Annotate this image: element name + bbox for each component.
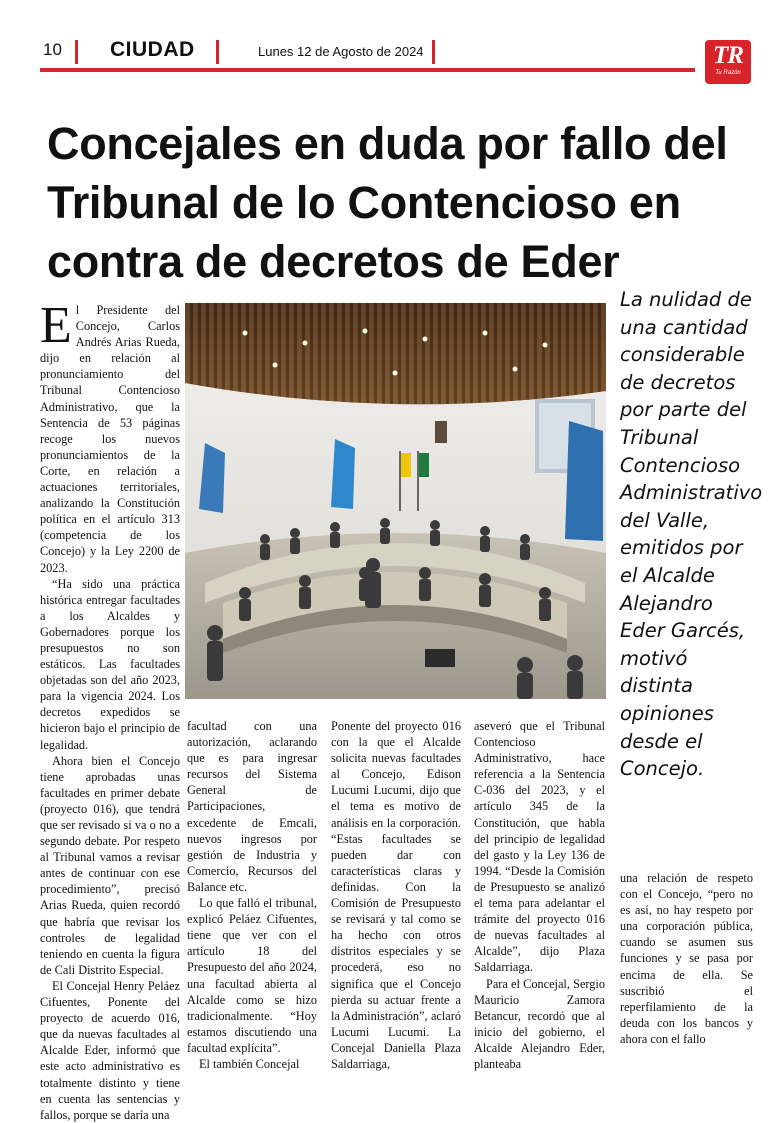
paragraph: El también Concejal xyxy=(199,1056,300,1071)
paragraph: Para el Concejal, Sergio Mauricio Zamora Betancur, recordó que al inicio del gobierno, el Alcalde Alejandro Eder, planteaba xyxy=(474,976,605,1071)
article-column-1 xyxy=(40,297,180,1122)
page-header xyxy=(0,0,784,90)
council-chamber-photo xyxy=(185,303,606,699)
header-divider xyxy=(432,40,435,64)
article-column-5 xyxy=(620,870,753,1046)
article-column-4 xyxy=(474,718,605,1071)
article-headline: Concejales en duda por fallo del Tribunal de lo Contencioso en contra de decretos de Eder xyxy=(47,118,728,287)
paragraph: Lo que falló el tribunal, explicó Peláez Cifuentes, tiene que ver con el artículo 18 del Presupuesto del año 2024, una facultad abierta al Alcalde como se hizo tradicionalmente. “Hoy estamos discutiendo una facultad explícita”. xyxy=(187,896,317,1055)
logo-mark: TR xyxy=(713,42,743,69)
section-label: CIUDAD xyxy=(110,38,195,61)
newspaper-logo xyxy=(705,40,751,84)
paragraph: El Presidente del Concejo, Carlos Andrés Arias Rueda, dijo en relación al pronunciamiento del Tribunal Contencioso Administrativo, que la Sentencia de 53 páginas recoge los nuevos pronunciamientos de la Corte, en relación a actuaciones territoriales, analizando la Constitución política en el artículo 313 (competencia de los Concejo) y la Ley 2200 de 2023. xyxy=(40,297,180,575)
pull-quote: La nulidad de una cantidad considerable de decretos por parte del Tribunal Contencioso Administrativo del Valle, emitidos por el Alcalde Alejandro Eder Garcés, motivó distinta opiniones desde el Concejo. xyxy=(620,288,763,781)
logo-subtitle: Tu Razón xyxy=(715,70,741,76)
header-divider xyxy=(216,40,219,64)
header-rule xyxy=(40,68,695,72)
drop-cap: E xyxy=(40,297,72,354)
paragraph: una relación de respeto con el Concejo, “pero no es así, no hay respeto por una corporación pública, cuando se asumen sus funciones y se pasa por encima de ella. Se suscribió el reperfilamiento de la deuda con los bancos y ahora con el fallo xyxy=(620,871,753,1046)
paragraph: facultad con una autorización, aclarando que es para ingresar recursos del Sistema General de Participaciones, excedente de Emcali, nuevos ingresos por gestión de Industria y Comercio, Recursos del Balance etc. xyxy=(187,719,317,894)
header-divider xyxy=(75,40,78,64)
paragraph: aseveró que el Tribunal Contencioso Administrativo, hace referencia a la Sentencia C-036 del 2023, y el artículo 345 de la Constitución, que habla del principio de legalidad del gasto y la Ley 136 de 1994. “Desde la Comisión de Presupuesto se analizó el tema para adelantar el trámite del proyecto 016 de nuevas facultades al Alcalde”, dijo Plaza Saldarriaga. xyxy=(474,719,605,975)
paragraph: Ahora bien el Concejo tiene aprobadas unas facultades en primer debate (proyecto 016), que tendrá que ser revisado si va o no a segundo debate. Por respeto al Tribunal vamos a revisar antes de continuar con ese procedimiento”, precisó Arias Rueda, quien recordó que habría que revisar los controles de legalidad teniendo en cuenta la figura de Cali Distrito Especial. xyxy=(40,753,180,977)
issue-date: Lunes 12 de Agosto de 2024 xyxy=(258,44,424,59)
article-column-3 xyxy=(331,718,461,1071)
paragraph: El Concejal Henry Peláez Cifuentes, Ponente del proyecto de acuerdo 016, que da nuevas facultades al Alcalde Eder, informó que este acto administrativo es totalmente distinto y tiene en cuenta las sentencias y fallos, porque se daría una xyxy=(40,978,180,1122)
paragraph: Ponente del proyecto 016 con la que el Alcalde solicita nuevas facultades al Concejo, Edison Lucumi Lucumi, dijo que el tema es motivo de análisis en la corporación. “Estas facultades se pueden dar con características claras y definidas. Con la Comisión de Presupuesto se revisará y tal como se ha hecho con otros distritos especiales y se procederá, eso no significa que el Concejo pierda su actuar frente a la Administración”, aclaró Lucumi Lucumi. La Concejal Daniella Plaza Saldarriaga, xyxy=(331,719,461,1071)
article-column-2 xyxy=(187,718,317,1071)
page-number: 10 xyxy=(43,40,62,59)
paragraph: “Ha sido una práctica histórica entregar facultades a los Alcaldes y Gobernadores porque los presupuestos no son estáticos. Las facultades objetadas son del año 2023, para la vigencia 2024. Los decretos expedidos se hicieron bajo el principio de legalidad. xyxy=(40,576,180,752)
